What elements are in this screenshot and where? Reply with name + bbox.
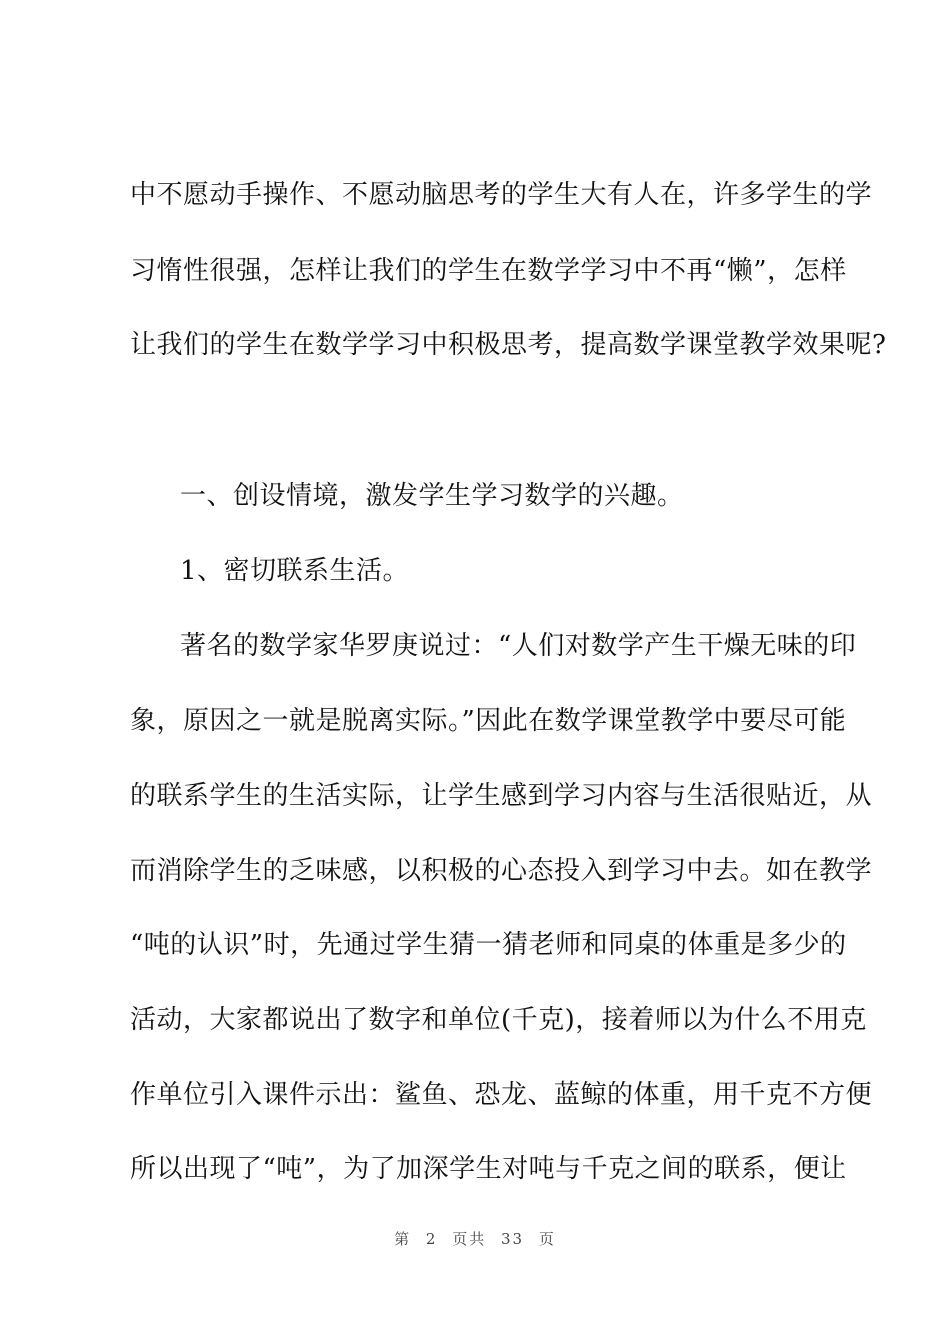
paragraph-line: 让我们的学生在数学学习中积极思考，提高数学课堂教学效果呢? xyxy=(130,330,887,360)
paragraph-line: 习惰性很强，怎样让我们的学生在数学学习中不再“懒”，怎样 xyxy=(130,256,847,286)
paragraph-line: 活动，大家都说出了数字和单位(千克)，接着师以为什么不用克 xyxy=(130,1005,867,1035)
subsection-heading: 1、密切联系生活。 xyxy=(180,556,410,586)
paragraph-line: 作单位引入课件示出：鲨鱼、恐龙、蓝鲸的体重，用千克不方便 xyxy=(130,1080,873,1110)
page-number-footer: 第 2 页共 33 页 xyxy=(394,1230,556,1248)
paragraph-line: 象，原因之一就是脱离实际。”因此在数学课堂教学中要尽可能 xyxy=(130,706,847,736)
paragraph-line: 所以出现了“吨”，为了加深学生对吨与千克之间的联系，便让 xyxy=(130,1154,847,1184)
paragraph-line: 的联系学生的生活实际，让学生感到学习内容与生活很贴近，从 xyxy=(130,781,873,811)
paragraph-line: 著名的数学家华罗庚说过：“人们对数学产生干燥无味的印 xyxy=(180,631,857,661)
paragraph-line: “吨的认识”时，先通过学生猜一猜老师和同桌的体重是多少的 xyxy=(130,930,847,960)
paragraph-line: 中不愿动手操作、不愿动脑思考的学生大有人在，许多学生的学 xyxy=(130,180,873,210)
section-heading: 一、创设情境，激发学生学习数学的兴趣。 xyxy=(180,481,684,511)
paragraph-line: 而消除学生的乏味感，以积极的心态投入到学习中去。如在教学 xyxy=(130,856,873,886)
